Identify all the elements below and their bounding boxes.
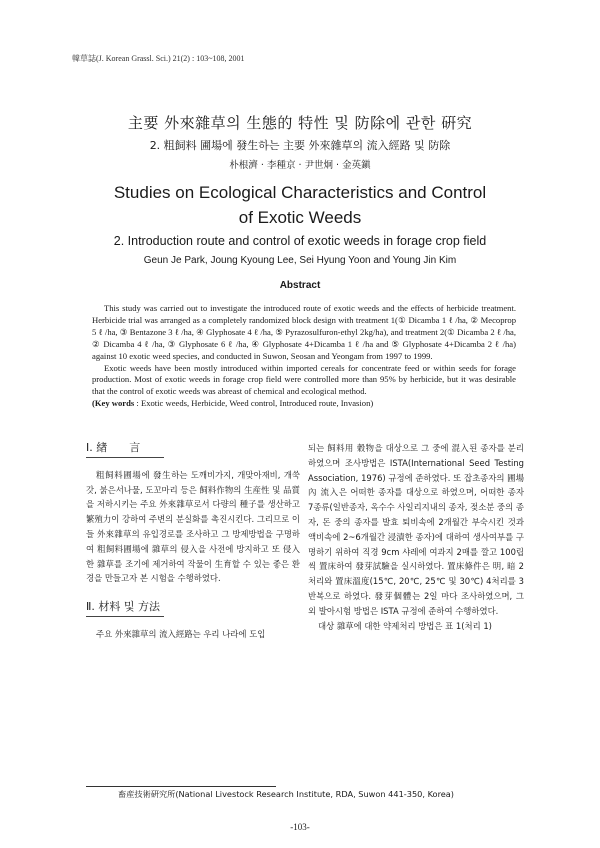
- right-column-paragraph-2: 대상 雜草에 대한 약제처리 방법은 표 1(처리 1): [318, 620, 492, 631]
- korean-title: 主要 外來雜草의 生態的 特性 및 防除에 관한 硏究: [127, 114, 473, 132]
- keywords-text: : Exotic weeds, Herbicide, Weed control, Introduced route, Invasion): [136, 398, 374, 409]
- english-title-line-2: of Exotic Weeds: [238, 208, 362, 227]
- section-2-heading: Ⅱ. 材料 및 方法: [86, 600, 161, 614]
- right-column: [308, 441, 524, 633]
- section-2-body: 주요 外來雜草의 流入經路는 우리 나라에 도입: [96, 628, 266, 639]
- keywords: [92, 398, 516, 410]
- footnote-rule: [86, 786, 276, 787]
- section-1-body: 粗飼料圃場에 發生하는 도깨비가지, 개맞아재비, 개쑥갓, 붉은서나물, 도꼬마리 등은 飼料作物의 生産性 및 品質을 저하시키는 주요 外來雜草로서 다량의 種子를 생산하고 繁殖力이 강하여 주변의 분실화를 촉진시킨다. 그리므로 이들 外來雜草의 유입경로를 조사하고 그 방제방법을 구명하여 粗飼料圃場에 雜草의 侵入을 사전에 방지하고 또 侵入한 雜草를 조기에 제거하여 작물이 生育할 수 있는 좋은 환경을 만들고자 본 시험을 수행하였다.: [86, 469, 300, 584]
- right-column-paragraph-1: 되는 飼料用 穀物을 대상으로 그 중에 混入된 종자를 분리하였으며 조사방법은 ISTA(International Seed Testing Association, 1976) 규정에 준하였다. 또 잡초종자의 圃場 內 流入은 어떠한 종자를 대상으로 하였으며, 어떠한 종자 7종류(일반종자, 옥수수 사일리지내의 종자, 젖소분 중의 종자, 돈 중의 종자를 발효 퇴비속에 2개월간 부숙시킨 것과 액비속에 2~6개월간 浸漬한 종자)에 대하여 생사여부를 구명하기 위하여 직경 9cm 샤레에 여과지 2매를 깔고 100립씩 置床하여 發芽試驗을 실시하였다. 置床條件은 明, 暗 2처리와 置床溫度(15℃, 20℃, 25℃ 및 30℃) 4처리를 3반복으로 하였다. 發芽個體는 2일 마다 조사하였으며, 그 외 발아시험 방법은 ISTA 규정에 준하여 수행하였다.: [308, 443, 524, 616]
- abstract-paragraph-2: Exotic weeds have been mostly introduced within imported cereals for concentrate feed or within seeds for forage production. Most of exotic weeds in forage crop field were controlled more than 95% by herbicide, but it was desirable that the control of exotic weeds was abreast of chemical and ecological method.: [92, 362, 516, 397]
- abstract-body: [92, 303, 516, 410]
- journal-citation: 韓草誌(J. Korean Grassl. Sci.) 21(2) : 103~108, 2001: [72, 54, 245, 63]
- english-title-line-1: Studies on Ecological Characteristics and Control: [113, 183, 487, 202]
- abstract-heading: Abstract: [279, 280, 321, 291]
- affiliation-footnote: 畜産技術硏究所(National Livestock Research Institute, RDA, Suwon 441-350, Korea): [118, 789, 454, 799]
- section-1-heading: Ⅰ. 緖 言: [86, 441, 141, 454]
- korean-authors: 朴根濟 · 李種京 · 尹世炯 · 金英鎭: [229, 160, 371, 171]
- keywords-label: (Key words: [92, 398, 135, 409]
- page-number: -103-: [290, 822, 310, 832]
- english-title: [0, 180, 600, 230]
- left-column: [86, 441, 300, 642]
- abstract-paragraph-1: This study was carried out to investigate the introduced route of exotic weeds and the effects of herbicide treatment. Herbicide trial was arranged as a completely randomized block design with treatment 1(① Dicamba 1 ℓ /ha, ② Mecoprop 5 ℓ /ha, ③ Bentazone 3 ℓ /ha, ④ Glyphosate 4 ℓ /ha, ⑤ Pyrazosulfuron-ethyl 2kg/ha), and treatment 2(① Dicamba 2 ℓ /ha, ② Dicamba 4 ℓ /ha, ③ Glyphosate 6 ℓ /ha, ④ Glyphosate 4+Dicamba 1 ℓ /ha and ⑤ Glyphosate 4+Dicamba 2 ℓ /ha) against 10 exotic weed species, and conducted in Suwon, Seosan and Yeongam from 1997 to 1999.: [92, 303, 516, 361]
- english-subtitle: 2. Introduction route and control of exotic weeds in forage crop field: [113, 234, 487, 248]
- korean-subtitle: 2. 粗飼料 圃場에 發生하는 主要 外來雜草의 流入經路 및 防除: [149, 139, 451, 152]
- english-authors: Geun Je Park, Joung Kyoung Lee, Sei Hyung Yoon and Young Jin Kim: [143, 255, 457, 266]
